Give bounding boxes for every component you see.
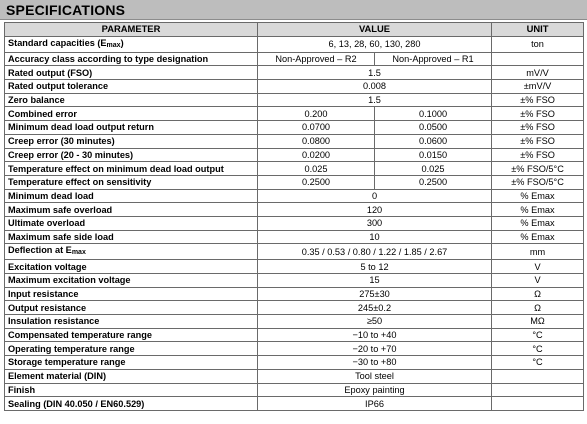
title-bar	[0, 0, 587, 20]
header-value: VALUE	[258, 23, 492, 37]
parameter-cell	[5, 287, 258, 301]
parameter-label: Storage temperature range	[8, 357, 126, 368]
parameter-label: Maximum safe overload	[8, 204, 113, 215]
parameter-label: Creep error (30 minutes)	[8, 136, 115, 147]
parameter-subscript: max	[71, 249, 86, 257]
parameter-cell	[5, 203, 258, 217]
unit-cell: °C	[492, 356, 584, 370]
unit-cell	[492, 52, 584, 66]
value-cell: 15	[258, 274, 492, 288]
parameter-cell	[5, 36, 258, 52]
value-cell: 0.2500	[258, 175, 375, 189]
parameter-label: Combined error	[8, 108, 77, 119]
parameter-cell	[5, 328, 258, 342]
parameter-label: Sealing (DIN 40.050 / EN60.529)	[8, 398, 145, 409]
value-cell: 0.0800	[258, 134, 375, 148]
parameter-cell	[5, 356, 258, 370]
parameter-label: Operating temperature range	[8, 343, 135, 354]
table-row	[5, 315, 584, 329]
value-cell: 0.200	[258, 107, 375, 121]
unit-cell	[492, 369, 584, 383]
unit-cell: % Emax	[492, 189, 584, 203]
parameter-cell	[5, 121, 258, 135]
unit-cell: % Emax	[492, 203, 584, 217]
value-cell: 10	[258, 230, 492, 244]
parameter-label: Excitation voltage	[8, 261, 87, 272]
table-row	[5, 107, 584, 121]
unit-cell: °C	[492, 342, 584, 356]
table-row	[5, 121, 584, 135]
value-cell: Epoxy painting	[258, 383, 492, 397]
unit-cell: ±% FSO	[492, 93, 584, 107]
value-cell: 0	[258, 189, 492, 203]
value-cell: 0.1000	[375, 107, 492, 121]
unit-cell	[492, 397, 584, 411]
table-row	[5, 274, 584, 288]
value-cell: 0.0600	[375, 134, 492, 148]
parameter-label: Creep error (20 - 30 minutes)	[8, 149, 134, 160]
value-cell: 0.025	[375, 162, 492, 176]
table-body	[5, 36, 584, 410]
table-row	[5, 80, 584, 94]
parameter-cell	[5, 93, 258, 107]
parameter-subscript: max	[106, 41, 121, 49]
value-cell: 5 to 12	[258, 260, 492, 274]
unit-cell: ton	[492, 36, 584, 52]
parameter-label: Standard capacities (E	[8, 37, 107, 48]
table-row	[5, 244, 584, 260]
value-cell: 0.0700	[258, 121, 375, 135]
header-parameter: PARAMETER	[5, 23, 258, 37]
parameter-cell	[5, 260, 258, 274]
table-row	[5, 260, 584, 274]
value-cell: −10 to +40	[258, 328, 492, 342]
unit-cell: ±% FSO	[492, 148, 584, 162]
parameter-label: Output resistance	[8, 302, 87, 313]
value-cell: −20 to +70	[258, 342, 492, 356]
table-row	[5, 230, 584, 244]
table-row	[5, 175, 584, 189]
specifications-table	[4, 22, 584, 411]
parameter-label: Temperature effect on minimum dead load output	[8, 163, 224, 174]
table-row	[5, 216, 584, 230]
unit-cell: Ω	[492, 301, 584, 315]
header-unit: UNIT	[492, 23, 584, 37]
value-cell: 0.0200	[258, 148, 375, 162]
parameter-cell	[5, 216, 258, 230]
unit-cell: V	[492, 274, 584, 288]
parameter-label: Deflection at E	[8, 245, 72, 256]
table-row	[5, 162, 584, 176]
parameter-cell	[5, 80, 258, 94]
parameter-label: Temperature effect on sensitivity	[8, 177, 152, 188]
parameter-label: Maximum excitation voltage	[8, 275, 131, 286]
value-cell: ≥50	[258, 315, 492, 329]
parameter-label: Element material (DIN)	[8, 371, 107, 382]
parameter-label: Ultimate overload	[8, 218, 86, 229]
parameter-cell	[5, 134, 258, 148]
unit-cell: ±% FSO	[492, 121, 584, 135]
table-row	[5, 203, 584, 217]
unit-cell: mm	[492, 244, 584, 260]
value-cell: 0.008	[258, 80, 492, 94]
parameter-cell	[5, 397, 258, 411]
parameter-cell	[5, 52, 258, 66]
unit-cell: ±% FSO/5°C	[492, 175, 584, 189]
table-row	[5, 189, 584, 203]
value-cell: 6, 13, 28, 60, 130, 280	[258, 36, 492, 52]
header-row	[5, 23, 584, 37]
unit-cell: % Emax	[492, 216, 584, 230]
unit-cell: °C	[492, 328, 584, 342]
parameter-cell	[5, 244, 258, 260]
parameter-cell	[5, 107, 258, 121]
parameter-label: Insulation resistance	[8, 316, 100, 327]
parameter-cell	[5, 230, 258, 244]
parameter-cell	[5, 189, 258, 203]
value-cell: IP66	[258, 397, 492, 411]
unit-cell: Ω	[492, 287, 584, 301]
parameter-cell	[5, 175, 258, 189]
unit-cell: MΩ	[492, 315, 584, 329]
table-row	[5, 301, 584, 315]
parameter-cell	[5, 162, 258, 176]
unit-cell: ±% FSO	[492, 134, 584, 148]
parameter-label: Finish	[8, 384, 36, 395]
table-row	[5, 134, 584, 148]
table-row	[5, 342, 584, 356]
value-cell: 1.5	[258, 93, 492, 107]
parameter-label: Compensated temperature range	[8, 330, 152, 341]
parameter-cell	[5, 66, 258, 80]
value-cell: 0.2500	[375, 175, 492, 189]
parameter-cell	[5, 383, 258, 397]
table-row	[5, 52, 584, 66]
unit-cell: ±% FSO	[492, 107, 584, 121]
parameter-cell	[5, 342, 258, 356]
value-cell: 120	[258, 203, 492, 217]
parameter-label: Maximum safe side load	[8, 231, 114, 242]
parameter-cell	[5, 369, 258, 383]
parameter-cell	[5, 148, 258, 162]
value-cell: 0.35 / 0.53 / 0.80 / 1.22 / 1.85 / 2.67	[258, 244, 492, 260]
parameter-cell	[5, 315, 258, 329]
unit-cell	[492, 383, 584, 397]
table-row	[5, 66, 584, 80]
value-cell: Tool steel	[258, 369, 492, 383]
unit-cell: % Emax	[492, 230, 584, 244]
parameter-label: Minimum dead load output return	[8, 122, 154, 133]
value-cell: 1.5	[258, 66, 492, 80]
parameter-label: Input resistance	[8, 289, 79, 300]
table-row	[5, 36, 584, 52]
table-row	[5, 328, 584, 342]
table-row	[5, 93, 584, 107]
unit-cell: V	[492, 260, 584, 274]
value-cell: 245±0.2	[258, 301, 492, 315]
value-cell: −30 to +80	[258, 356, 492, 370]
parameter-label: Zero balance	[8, 95, 65, 106]
table-row	[5, 287, 584, 301]
value-cell: 0.025	[258, 162, 375, 176]
unit-cell: ±% FSO/5°C	[492, 162, 584, 176]
table-row	[5, 383, 584, 397]
value-cell: Non-Approved – R1	[375, 52, 492, 66]
value-cell: Non-Approved – R2	[258, 52, 375, 66]
parameter-label: Minimum dead load	[8, 190, 94, 201]
unit-cell: mV/V	[492, 66, 584, 80]
value-cell: 300	[258, 216, 492, 230]
parameter-label: Accuracy class according to type designation	[8, 54, 209, 65]
value-cell: 275±30	[258, 287, 492, 301]
unit-cell: ±mV/V	[492, 80, 584, 94]
value-cell: 0.0500	[375, 121, 492, 135]
table-row	[5, 397, 584, 411]
parameter-cell	[5, 274, 258, 288]
value-cell: 0.0150	[375, 148, 492, 162]
parameter-label: Rated output (FSO)	[8, 67, 93, 78]
table-row	[5, 356, 584, 370]
parameter-cell	[5, 301, 258, 315]
page-title: SPECIFICATIONS	[6, 2, 126, 18]
parameter-label: Rated output tolerance	[8, 81, 109, 92]
table-row	[5, 148, 584, 162]
table-row	[5, 369, 584, 383]
parameter-label-end: )	[120, 37, 124, 48]
